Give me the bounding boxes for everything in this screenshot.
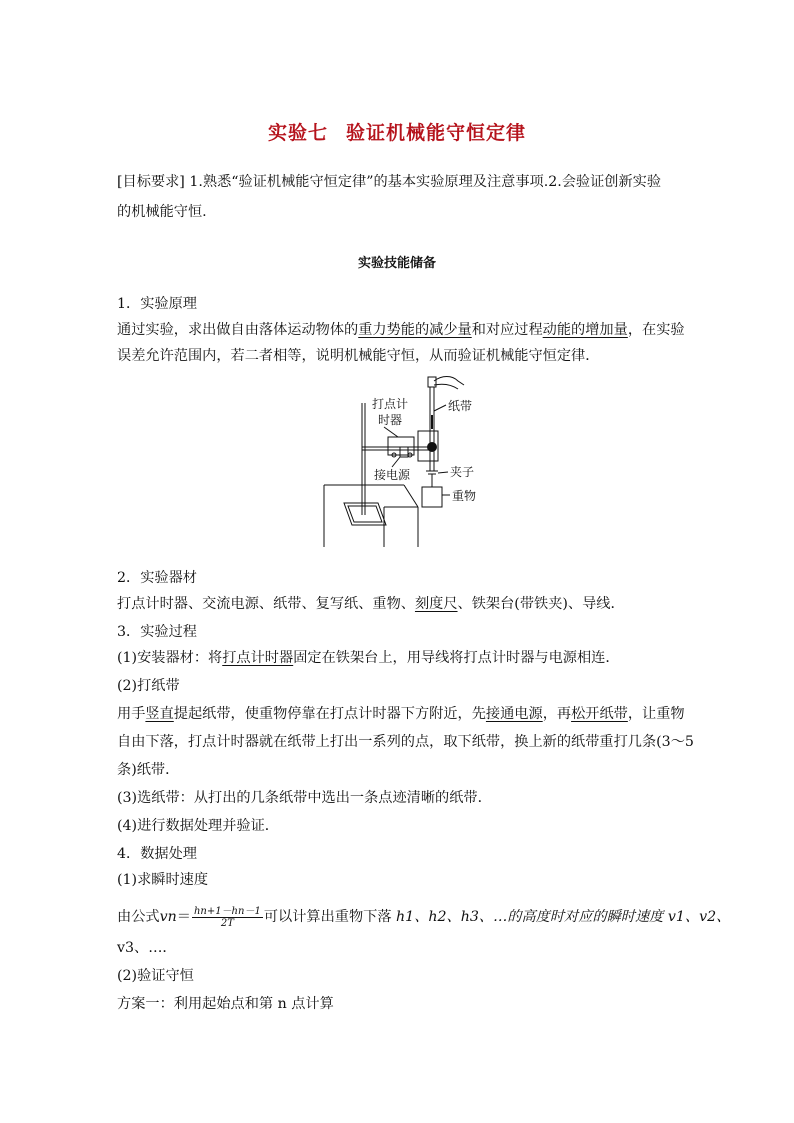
label-weight: 重物 xyxy=(452,489,477,503)
s3-step-2-line-2: 自由下落，打点计时器就在纸带上打出一系列的点，取下纸带，换上新的纸带重打几条(3～5 xyxy=(117,734,694,750)
formula-line-2: v3、…． xyxy=(117,940,177,956)
goal-line-1 xyxy=(117,172,661,192)
goal-tag: [目标要求] xyxy=(117,174,185,190)
text-run: (1)安装器材：将 xyxy=(117,650,223,666)
s2-heading: 2．实验器材 xyxy=(117,570,197,586)
s1-para-line-2: 误差允许范围内，若二者相等，说明机械能守恒，从而验证机械能守恒定律． xyxy=(117,348,600,364)
s4-sub-1: (1)求瞬时速度 xyxy=(117,872,209,888)
underlined-term: 动能的增加量 xyxy=(542,322,628,338)
label-power: 接电源 xyxy=(374,468,411,482)
underlined-term: 打点计时器 xyxy=(222,650,294,666)
s3-step-4: (4)进行数据处理并验证． xyxy=(117,818,279,834)
text-run: 通过实验，求出做自由落体运动物体的 xyxy=(117,322,359,338)
text-run: 、铁架台(带铁夹)、导线． xyxy=(457,596,625,612)
underlined-term: 竖直 xyxy=(145,706,174,722)
s3-heading: 3．实验过程 xyxy=(117,624,197,640)
text-run: 提起纸带，使重物停靠在打点计时器下方附近，先 xyxy=(173,706,486,722)
s2-text xyxy=(117,594,625,614)
s3-step-3: (3)选纸带：从打出的几条纸带中选出一条点迹清晰的纸带． xyxy=(117,790,492,806)
height-list: h1、h2、h3、…的高度时对应的瞬时速度 v1、v2、 xyxy=(396,909,731,925)
section-heading: 实验技能储备 xyxy=(357,256,436,271)
text-run: 和对应过程 xyxy=(471,322,543,338)
formula-line: 由公式vn＝ $\frac{hn+1-hn-1}{2T}$ 可以计算出重物下落 h1、h2、h3、…的高度时对应的瞬时速度 v1、v2、 xyxy=(117,905,731,929)
fraction-numerator: hn+1－hn－1 xyxy=(193,905,261,917)
underlined-term: 松开纸带 xyxy=(571,706,628,722)
s3-step-1 xyxy=(117,648,620,668)
text-run: ，再 xyxy=(542,706,572,722)
s3-step-2-heading: (2)打纸带 xyxy=(117,678,180,694)
s3-step-2-line-3: 条)纸带． xyxy=(117,762,180,778)
page-title xyxy=(0,118,794,145)
s1-heading: 1．实验原理 xyxy=(117,296,197,312)
title-part1: 实验七 xyxy=(267,122,328,144)
apparatus-figure xyxy=(318,375,478,547)
label-tape: 纸带 xyxy=(448,399,473,413)
s1-para-line-1 xyxy=(117,320,685,340)
text-run: 固定在铁架台上，用导线将打点计时器与电源相连． xyxy=(293,650,620,666)
text-run: 打点计时器、交流电源、纸带、复写纸、重物、 xyxy=(117,596,415,612)
text-run: 可以计算出重物下落 xyxy=(263,909,392,925)
text-run: ，在实验 xyxy=(627,322,685,338)
plan-1: 方案一：利用起始点和第 n 点计算 xyxy=(117,996,334,1012)
text-run: 由公式 xyxy=(117,909,160,925)
label-clip: 夹子 xyxy=(450,465,475,479)
label-timer-line2: 时器 xyxy=(378,413,403,427)
s3-step-2-line-1 xyxy=(117,704,685,724)
text-run: ，让重物 xyxy=(627,706,685,722)
s4-heading: 4．数据处理 xyxy=(117,846,197,862)
underlined-term: 重力势能的减少量 xyxy=(358,322,472,338)
velocity-symbol: vn xyxy=(159,909,177,925)
underlined-term: 刻度尺 xyxy=(414,596,458,612)
label-timer-line1: 打点计 xyxy=(372,397,409,411)
fraction-denominator: 2T xyxy=(220,917,234,929)
goal-text: 1.熟悉“验证机械能守恒定律”的基本实验原理及注意事项.2.会验证创新实验 xyxy=(189,174,662,190)
underlined-term: 接通电源 xyxy=(485,706,543,722)
velocity-fraction xyxy=(192,906,263,929)
s4-sub-2: (2)验证守恒 xyxy=(117,968,194,984)
text-run: 用手 xyxy=(117,706,146,722)
title-part2: 验证机械能守恒定律 xyxy=(346,122,527,144)
goal-line-2: 的机械能守恒. xyxy=(117,204,207,220)
